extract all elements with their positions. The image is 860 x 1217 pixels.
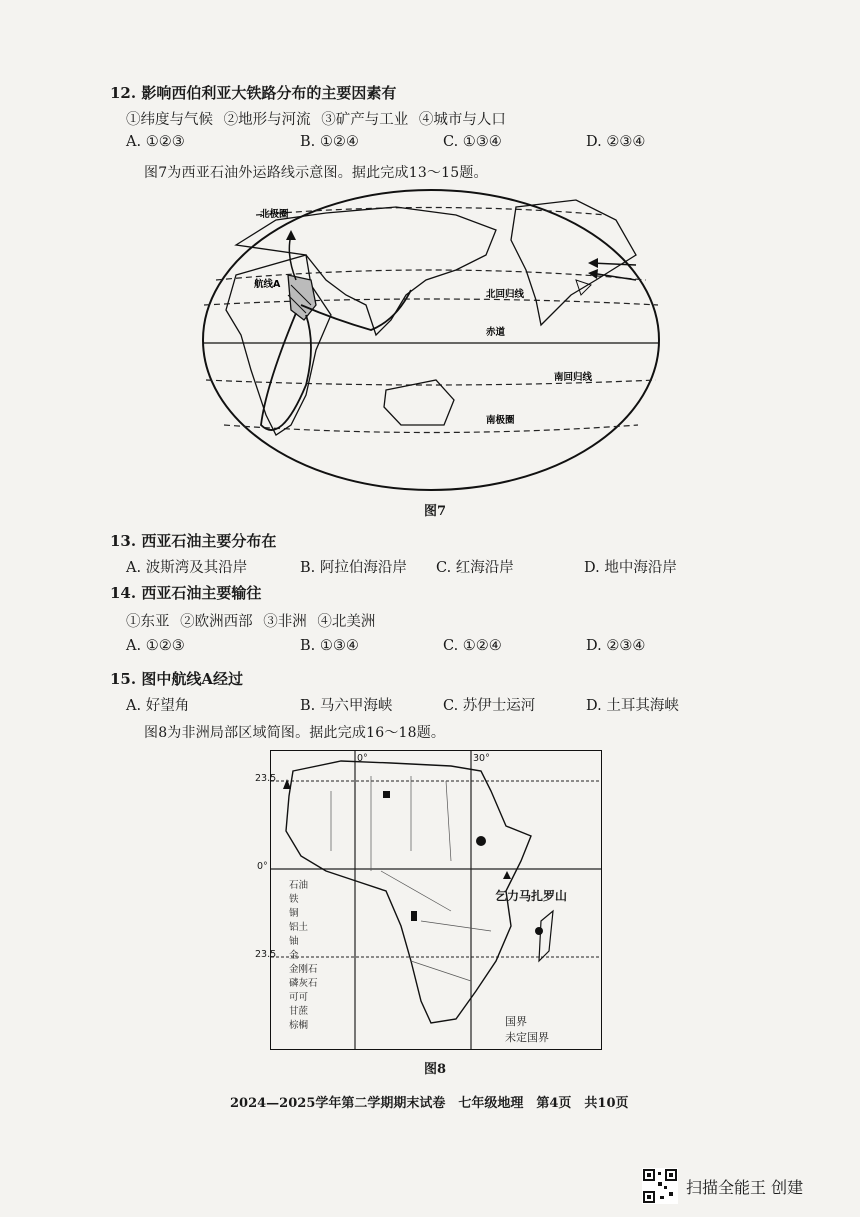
boundary-item: 未定国界	[505, 1031, 549, 1044]
lat-top-label: 23.5	[255, 773, 277, 784]
lat-zero-label: 0°	[257, 861, 268, 872]
resource-legend	[289, 877, 318, 1031]
intro-figure-8: 图8为非洲局部区域简图。据此完成16～18题。	[144, 725, 446, 741]
boundary-item: 国界	[505, 1015, 527, 1028]
question-12-items: ①纬度与气候 ②地形与河流 ③矿产与工业 ④城市与人口	[126, 112, 506, 128]
legend-item: 铝土	[289, 922, 309, 933]
legend-item: 甘蔗	[289, 1006, 309, 1017]
question-12-stem: 12. 影响西伯利亚大铁路分布的主要因素有	[110, 84, 397, 102]
figure-7-map	[196, 185, 666, 495]
option-c: C. ①③④	[443, 134, 502, 150]
option-d: D. ②③④	[586, 134, 646, 150]
legend-item: 金刚石	[289, 964, 318, 975]
option-a: A. ①②③	[126, 638, 185, 654]
qr-code-icon	[642, 1168, 678, 1204]
svg-text:赤道: 赤道	[486, 327, 506, 338]
option-b: B. ①②④	[300, 134, 359, 150]
lat-bottom-label: 23.5	[255, 949, 277, 960]
option-d: D. 土耳其海峡	[586, 698, 679, 714]
figure-7-caption: 图7	[424, 504, 447, 519]
legend-item: 石油	[289, 880, 309, 891]
option-d: D. ②③④	[586, 638, 646, 654]
question-14-stem: 14. 西亚石油主要输往	[110, 584, 262, 602]
intro-figure-7: 图7为西亚石油外运路线示意图。据此完成13～15题。	[144, 165, 488, 181]
figure-8-map	[255, 750, 602, 1050]
option-c: C. 红海沿岸	[436, 560, 514, 576]
option-c: C. ①②④	[443, 638, 502, 654]
watermark-text: 扫描全能王 创建	[686, 1177, 804, 1197]
option-b: B. 马六甲海峡	[300, 698, 393, 714]
legend-item: 铜	[289, 908, 299, 919]
scanner-watermark	[642, 1168, 803, 1204]
legend-item: 金	[289, 950, 299, 961]
option-a: A. 好望角	[126, 698, 190, 714]
lon-30-label: 30°	[473, 753, 490, 764]
svg-text:南极圈: 南极圈	[486, 415, 515, 426]
question-15-stem: 15. 图中航线A经过	[110, 670, 243, 688]
legend-item: 可可	[289, 992, 309, 1003]
svg-text:航线A: 航线A	[254, 279, 281, 290]
legend-item: 磷灰石	[289, 978, 318, 989]
page-footer: 2024—2025学年第二学期期末试卷 七年级地理 第4页 共10页	[230, 1096, 629, 1111]
legend-item: 铁	[289, 894, 299, 905]
option-b: B. 阿拉伯海沿岸	[300, 560, 407, 576]
question-14-items: ①东亚 ②欧洲西部 ③非洲 ④北美洲	[126, 614, 376, 630]
svg-text:北极圈: 北极圈	[260, 209, 289, 220]
option-a: A. 波斯湾及其沿岸	[126, 560, 248, 576]
svg-text:北回归线: 北回归线	[486, 289, 525, 300]
option-a: A. ①②③	[126, 134, 185, 150]
legend-item: 棕榈	[289, 1020, 309, 1031]
figure-8-caption: 图8	[424, 1062, 447, 1077]
svg-text:南回归线: 南回归线	[554, 372, 593, 383]
option-d: D. 地中海沿岸	[584, 560, 677, 576]
boundary-legend	[505, 1013, 549, 1045]
kilimanjaro-label: 乞力马扎罗山	[495, 889, 568, 903]
question-13-stem: 13. 西亚石油主要分布在	[110, 532, 277, 550]
lon-zero-label: 0°	[357, 753, 368, 764]
option-c: C. 苏伊士运河	[443, 698, 536, 714]
option-b: B. ①③④	[300, 638, 359, 654]
legend-item: 铀	[289, 936, 299, 947]
